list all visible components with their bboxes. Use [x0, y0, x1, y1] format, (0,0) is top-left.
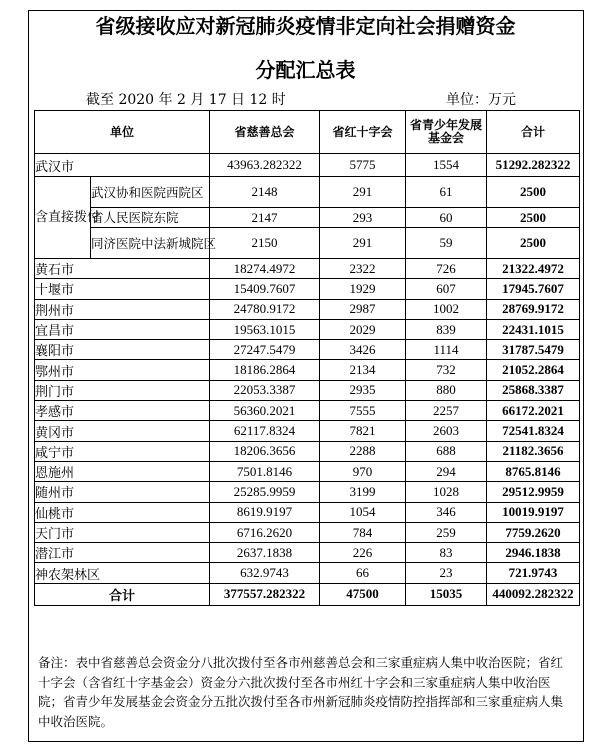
row-name: 黄冈市: [35, 421, 210, 441]
remarks-note: 备注：表中省慈善总会资金分八批次拨付至各市州慈善总会和三家重症病人集中收治医院；省红十字会（含省红十字基金会）资金分六批次拨付至各市州红十字会和三家重症病人集中收治医院；省青少年发展基金会资金分五批次拨付至各市州新冠肺炎疫情防控指挥部和三家重症病人集中收治医院。: [38, 655, 564, 729]
cell-youth: 60: [406, 208, 487, 228]
cell-youth: 839: [406, 319, 487, 339]
cell-youth: 83: [406, 543, 487, 563]
cell-total: 51292.282322: [487, 154, 580, 177]
header-unit: 单位: [35, 111, 210, 154]
cell-youth: 23: [406, 563, 487, 583]
cell-charity: 15409.7607: [210, 279, 320, 299]
cell-charity: 27247.5479: [210, 340, 320, 360]
row-name: 潜江市: [35, 543, 210, 563]
cell-charity: 18274.4972: [210, 259, 320, 279]
table-row: [35, 279, 580, 299]
cell-redcross: 970: [320, 461, 406, 481]
table-row: [35, 522, 580, 542]
table-row: [35, 380, 580, 400]
cell-redcross: 1929: [320, 279, 406, 299]
cell-charity: 19563.1015: [210, 319, 320, 339]
row-name: 十堰市: [35, 279, 210, 299]
cell-youth: 1554: [406, 154, 487, 177]
cell-redcross: 2288: [320, 441, 406, 461]
sum-charity: 377557.282322: [210, 583, 320, 605]
table-header-row: [35, 111, 580, 154]
row-name: 荆州市: [35, 299, 210, 319]
row-name: 天门市: [35, 522, 210, 542]
table-row: [35, 502, 580, 522]
cell-total: 29512.9959: [487, 482, 580, 502]
table-row: [35, 441, 580, 461]
row-name: 鄂州市: [35, 360, 210, 380]
cell-redcross: 3426: [320, 340, 406, 360]
cell-youth: 259: [406, 522, 487, 542]
row-name: 荆门市: [35, 380, 210, 400]
row-name: 仙桃市: [35, 502, 210, 522]
cell-youth: 732: [406, 360, 487, 380]
cell-youth: 346: [406, 502, 487, 522]
cell-total: 21052.2864: [487, 360, 580, 380]
cell-total: 2946.1838: [487, 543, 580, 563]
cell-redcross: 5775: [320, 154, 406, 177]
cell-total: 2500: [487, 177, 580, 208]
cell-redcross: 784: [320, 522, 406, 542]
cell-redcross: 2987: [320, 299, 406, 319]
cell-total: 7759.2620: [487, 522, 580, 542]
table-row: [35, 208, 580, 228]
header-youth: 省青少年发展基金会: [406, 111, 487, 154]
cell-redcross: 3199: [320, 482, 406, 502]
table-row: [35, 401, 580, 421]
direct-allocation-group-label: 含直接拨付: [35, 177, 91, 259]
row-name: 孝感市: [35, 401, 210, 421]
table-row: [35, 228, 580, 259]
unit-label: 单位：万元: [446, 92, 516, 108]
cell-total: 66172.2021: [487, 401, 580, 421]
cell-redcross: 291: [320, 177, 406, 208]
table-row: [35, 259, 580, 279]
table-row: [35, 461, 580, 481]
sum-total: 440092.282322: [487, 583, 580, 605]
cell-total: 8765.8146: [487, 461, 580, 481]
table-row: [35, 177, 580, 208]
cell-youth: 726: [406, 259, 487, 279]
row-name: 襄阳市: [35, 340, 210, 360]
cell-youth: 880: [406, 380, 487, 400]
cell-charity: 18186.2864: [210, 360, 320, 380]
table-row: [35, 482, 580, 502]
cell-total: 22431.1015: [487, 319, 580, 339]
cell-charity: 56360.2021: [210, 401, 320, 421]
cell-youth: 59: [406, 228, 487, 259]
document-title-line2: 分配汇总表: [255, 58, 356, 82]
cell-total: 25868.3387: [487, 380, 580, 400]
sum-youth: 15035: [406, 583, 487, 605]
cell-charity: 22053.3387: [210, 380, 320, 400]
cell-youth: 2257: [406, 401, 487, 421]
header-charity: 省慈善总会: [210, 111, 320, 154]
cell-redcross: 2134: [320, 360, 406, 380]
table-row: [35, 421, 580, 441]
cell-redcross: 7555: [320, 401, 406, 421]
header-redcross: 省红十字会: [320, 111, 406, 154]
table-sum-row: [35, 583, 580, 605]
cell-redcross: 66: [320, 563, 406, 583]
row-name: 黄石市: [35, 259, 210, 279]
table-row: [35, 543, 580, 563]
cell-charity: 18206.3656: [210, 441, 320, 461]
header-total: 合计: [487, 111, 580, 154]
cell-redcross: 2029: [320, 319, 406, 339]
cell-charity: 25285.9959: [210, 482, 320, 502]
cell-redcross: 293: [320, 208, 406, 228]
cell-charity: 43963.282322: [210, 154, 320, 177]
cell-total: 31787.5479: [487, 340, 580, 360]
document-title-line1: 省级接收应对新冠肺炎疫情非定向社会捐赠资金: [95, 14, 516, 38]
cell-charity: 7501.8146: [210, 461, 320, 481]
table-row: [35, 340, 580, 360]
row-name: 咸宁市: [35, 441, 210, 461]
allocation-table: [34, 110, 580, 606]
cell-youth: 688: [406, 441, 487, 461]
sum-label: 合计: [35, 583, 210, 605]
cell-redcross: 2935: [320, 380, 406, 400]
cell-charity: 2148: [210, 177, 320, 208]
cell-total: 21322.4972: [487, 259, 580, 279]
cell-youth: 1114: [406, 340, 487, 360]
cell-total: 72541.8324: [487, 421, 580, 441]
cell-youth: 2603: [406, 421, 487, 441]
row-name: 恩施州: [35, 461, 210, 481]
cell-redcross: 7821: [320, 421, 406, 441]
cell-charity: 2150: [210, 228, 320, 259]
cell-redcross: 1054: [320, 502, 406, 522]
row-name: 省人民医院东院: [91, 208, 210, 228]
cell-redcross: 2322: [320, 259, 406, 279]
cell-total: 10019.9197: [487, 502, 580, 522]
cell-redcross: 291: [320, 228, 406, 259]
table-row: [35, 360, 580, 380]
cell-charity: 62117.8324: [210, 421, 320, 441]
cell-charity: 6716.2620: [210, 522, 320, 542]
row-name: 同济医院中法新城院区: [91, 228, 210, 259]
cell-total: 2500: [487, 208, 580, 228]
cell-charity: 24780.9172: [210, 299, 320, 319]
cell-charity: 8619.9197: [210, 502, 320, 522]
cell-youth: 61: [406, 177, 487, 208]
cell-youth: 607: [406, 279, 487, 299]
cell-total: 17945.7607: [487, 279, 580, 299]
cell-charity: 2637.1838: [210, 543, 320, 563]
cell-total: 2500: [487, 228, 580, 259]
cell-charity: 632.9743: [210, 563, 320, 583]
row-name: 随州市: [35, 482, 210, 502]
row-name: 神农架林区: [35, 563, 210, 583]
cell-youth: 294: [406, 461, 487, 481]
cell-redcross: 226: [320, 543, 406, 563]
cell-total: 28769.9172: [487, 299, 580, 319]
table-row: [35, 563, 580, 583]
cell-youth: 1028: [406, 482, 487, 502]
row-name: 宜昌市: [35, 319, 210, 339]
row-name: 武汉市: [35, 154, 210, 177]
table-row: [35, 319, 580, 339]
table-row: [35, 154, 580, 177]
cell-total: 721.9743: [487, 563, 580, 583]
cell-total: 21182.3656: [487, 441, 580, 461]
table-row: [35, 299, 580, 319]
cell-youth: 1002: [406, 299, 487, 319]
row-name: 武汉协和医院西院区: [91, 177, 210, 208]
cell-charity: 2147: [210, 208, 320, 228]
date-cutoff: 截至 2020 年 2 月 17 日 12 时: [86, 92, 286, 108]
sum-redcross: 47500: [320, 583, 406, 605]
